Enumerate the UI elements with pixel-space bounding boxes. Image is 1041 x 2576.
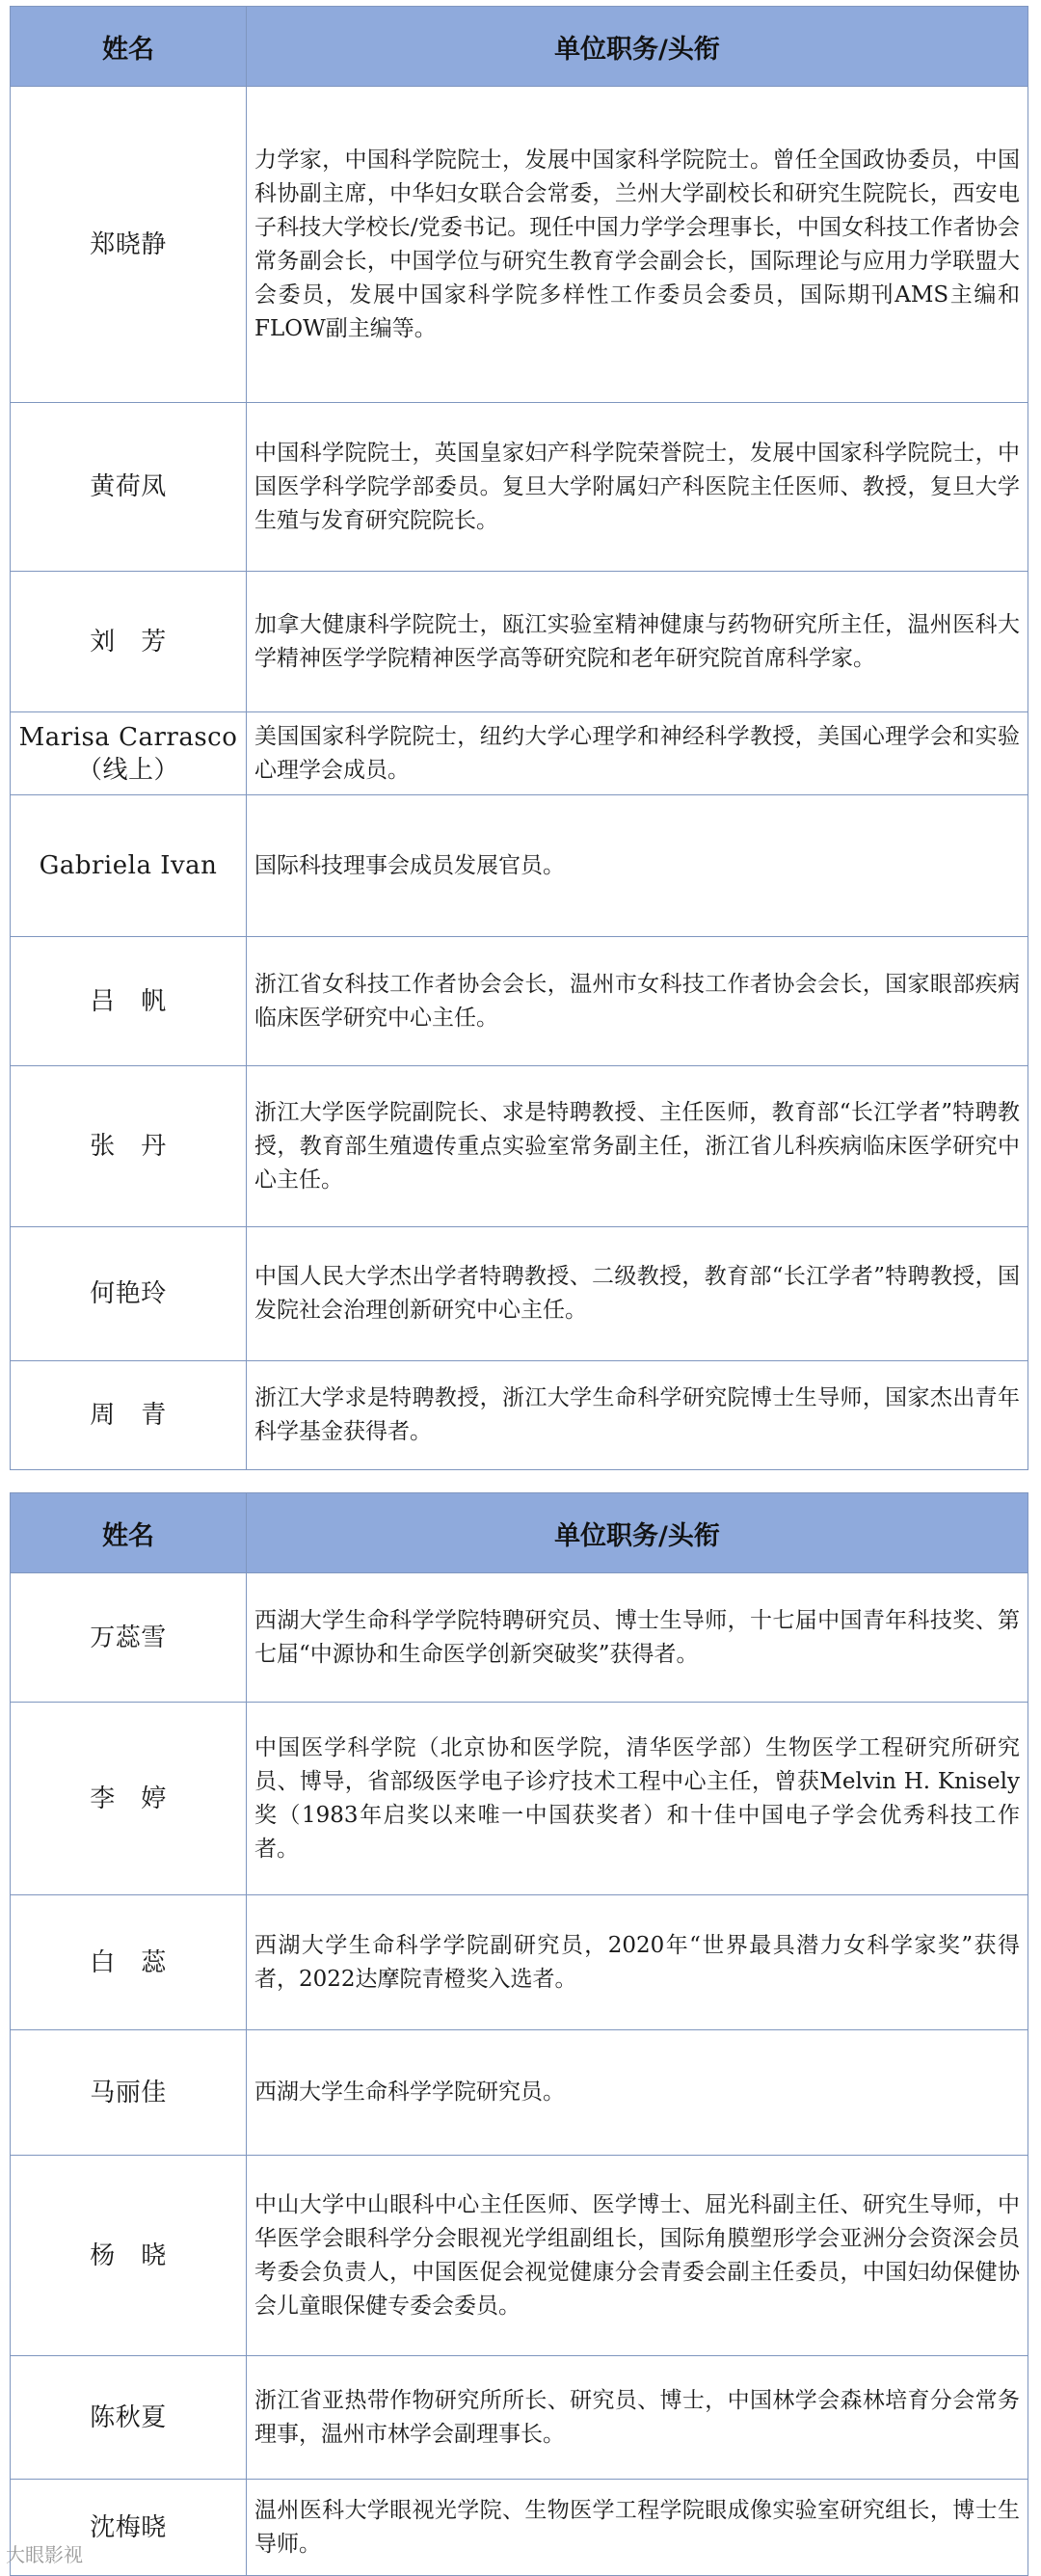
person-name: 何艳玲: [11, 1227, 247, 1361]
person-name: 郑晓静: [11, 87, 247, 403]
person-name: 马丽佳: [11, 2030, 247, 2156]
person-name: 刘 芳: [11, 572, 247, 712]
table-header-row: [11, 1493, 1028, 1573]
person-title: 温州医科大学眼视光学院、生物医学工程学院眼成像实验室研究组长，博士生导师。: [247, 2480, 1028, 2576]
person-name: 吕 帆: [11, 937, 247, 1066]
header-name: 姓名: [11, 7, 247, 87]
person-name: 白 蕊: [11, 1895, 247, 2030]
table-row: [11, 1573, 1028, 1703]
person-title: 力学家，中国科学院院士，发展中国家科学院院士。曾任全国政协委员，中国科协副主席，中华妇女联合会常委，兰州大学副校长和研究生院院长，西安电子科技大学校长/党委书记。现任中国力学学会理事长，中国女科技工作者协会常务副会长，中国学位与研究生教育学会副会长，国际理论与应用力学联盟大会委员，发展中国家科学院多样性工作委员会委员，国际期刊AMS主编和FLOW副主编等。: [247, 87, 1028, 403]
table-header-row: [11, 7, 1028, 87]
person-name-cell: [11, 712, 247, 795]
table-row: [11, 2480, 1028, 2576]
person-name: 杨 晓: [11, 2156, 247, 2356]
table-row: [11, 2156, 1028, 2356]
person-title: 浙江省女科技工作者协会会长，温州市女科技工作者协会会长，国家眼部疾病临床医学研究中心主任。: [247, 937, 1028, 1066]
speaker-table-1: [10, 6, 1028, 1470]
person-name: 李 婷: [11, 1703, 247, 1895]
person-note: （线上）: [76, 755, 179, 785]
table-row: [11, 1227, 1028, 1361]
person-title: 西湖大学生命科学学院特聘研究员、博士生导师，十七届中国青年科技奖、第七届“中源协和生命医学创新突破奖”获得者。: [247, 1573, 1028, 1703]
watermark: 大眼影视: [6, 2543, 83, 2566]
person-name: 周 青: [11, 1361, 247, 1470]
header-title: 单位职务/头衔: [247, 1493, 1028, 1573]
table-row: [11, 1895, 1028, 2030]
table-row: [11, 403, 1028, 572]
person-title: 浙江大学医学院副院长、求是特聘教授、主任医师，教育部“长江学者”特聘教授，教育部生殖遗传重点实验室常务副主任，浙江省儿科疾病临床医学研究中心主任。: [247, 1066, 1028, 1227]
person-title: 浙江省亚热带作物研究所所长、研究员、博士，中国林学会森林培育分会常务理事，温州市林学会副理事长。: [247, 2356, 1028, 2480]
person-title: 西湖大学生命科学学院副研究员，2020年“世界最具潜力女科学家奖”获得者，2022达摩院青橙奖入选者。: [247, 1895, 1028, 2030]
header-title: 单位职务/头衔: [247, 7, 1028, 87]
person-name: 沈梅晓: [11, 2480, 247, 2576]
person-title: 中山大学中山眼科中心主任医师、医学博士、屈光科副主任、研究生导师，中华医学会眼科学分会眼视光学组副组长，国际角膜塑形学会亚洲分会资深会员考委会负责人，中国医促会视觉健康分会青委会副主任委员，中国妇幼保健协会儿童眼保健专委会委员。: [247, 2156, 1028, 2356]
person-title: 中国人民大学杰出学者特聘教授、二级教授，教育部“长江学者”特聘教授，国发院社会治理创新研究中心主任。: [247, 1227, 1028, 1361]
table-row: [11, 87, 1028, 403]
person-name: 万蕊雪: [11, 1573, 247, 1703]
person-title: 国际科技理事会成员发展官员。: [247, 795, 1028, 937]
person-title: 中国科学院院士，英国皇家妇产科学院荣誉院士，发展中国家科学院院士，中国医学科学院学部委员。复旦大学附属妇产科医院主任医师、教授，复旦大学生殖与发育研究院院长。: [247, 403, 1028, 572]
speaker-table-2: [10, 1492, 1028, 2576]
header-name: 姓名: [11, 1493, 247, 1573]
table-row: [11, 712, 1028, 795]
table-row: [11, 1361, 1028, 1470]
person-name: 陈秋夏: [11, 2356, 247, 2480]
table-row: [11, 2030, 1028, 2156]
table-row: [11, 2356, 1028, 2480]
person-name: 张 丹: [11, 1066, 247, 1227]
person-title: 西湖大学生命科学学院研究员。: [247, 2030, 1028, 2156]
person-title: 美国国家科学院院士，纽约大学心理学和神经科学教授，美国心理学会和实验心理学会成员。: [247, 712, 1028, 795]
table-row: [11, 795, 1028, 937]
person-name: Gabriela Ivan: [11, 795, 247, 937]
table-row: [11, 1066, 1028, 1227]
table-row: [11, 1703, 1028, 1895]
person-name: Marisa Carrasco: [18, 722, 238, 752]
person-name: 黄荷凤: [11, 403, 247, 572]
person-title: 浙江大学求是特聘教授，浙江大学生命科学研究院博士生导师，国家杰出青年科学基金获得者。: [247, 1361, 1028, 1470]
table-row: [11, 572, 1028, 712]
person-title: 中国医学科学院（北京协和医学院，清华医学部）生物医学工程研究所研究员、博导，省部级医学电子诊疗技术工程中心主任，曾获Melvin H. Knisely奖（1983年启奖以来唯一中国获奖者）和十佳中国电子学会优秀科技工作者。: [247, 1703, 1028, 1895]
person-title: 加拿大健康科学院院士，瓯江实验室精神健康与药物研究所主任，温州医科大学精神医学学院精神医学高等研究院和老年研究院首席科学家。: [247, 572, 1028, 712]
table-row: [11, 937, 1028, 1066]
